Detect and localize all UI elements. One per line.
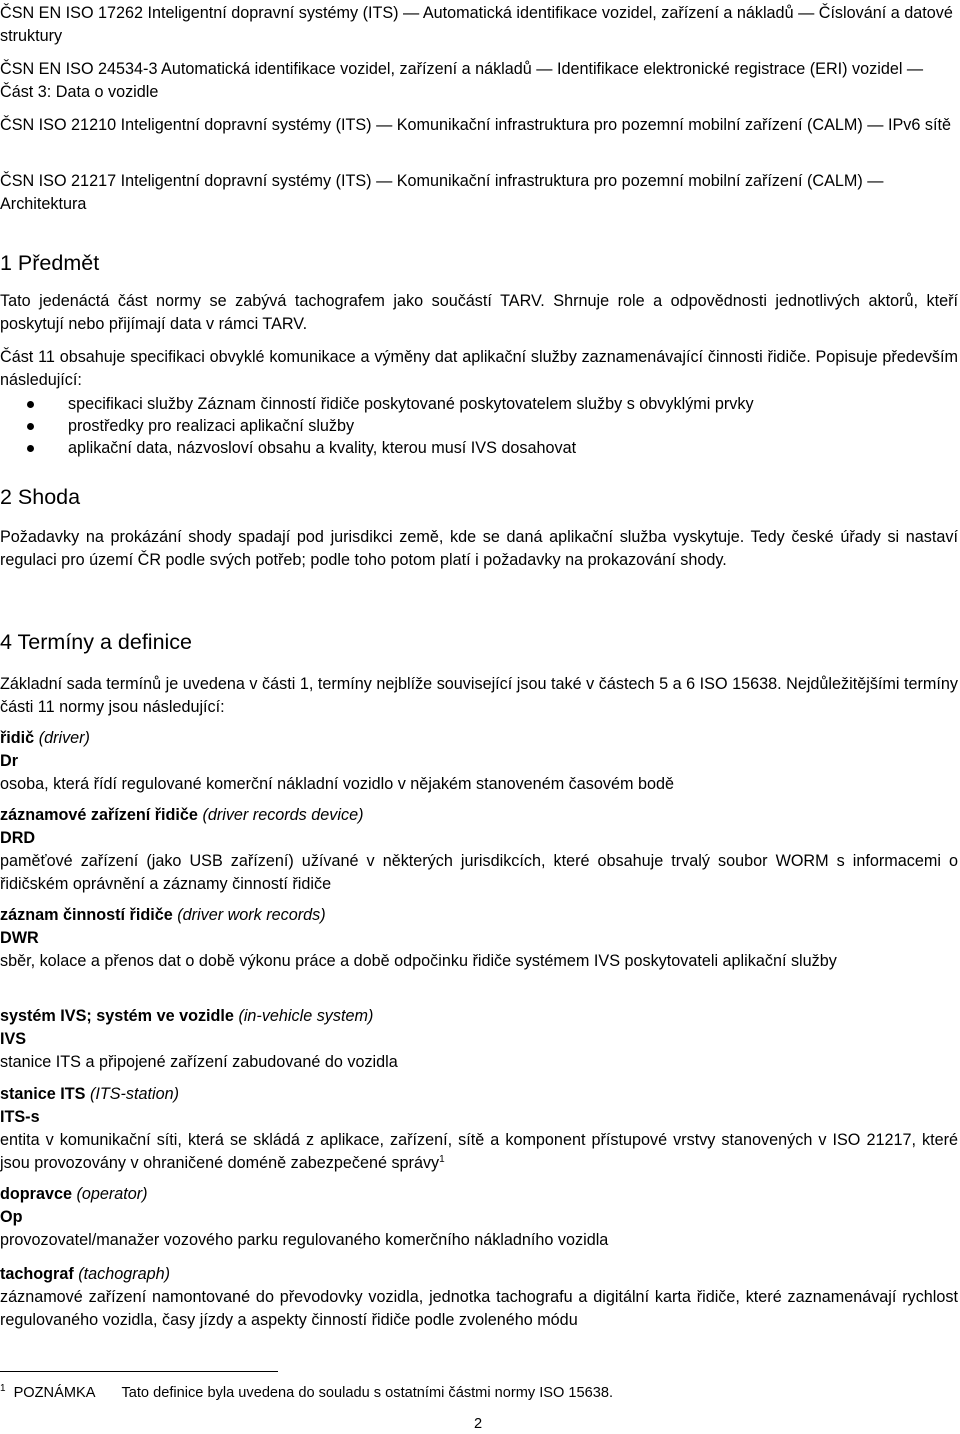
term-english: (tachograph) [78,1265,171,1283]
term-name: dopravce [0,1185,72,1203]
term-english: (driver work records) [177,906,326,924]
footnote-separator [0,1371,278,1372]
footnote [0,1383,613,1405]
section1-paragraph: Část 11 obsahuje specifikaci obvyklé komunikace a výměny dat aplikační služby zaznamenávající činnosti řidiče. Popisuje především následující: [0,348,958,389]
reference-item: ČSN ISO 21217 Inteligentní dopravní systémy (ITS) — Komunikační infrastruktura pro pozemní mobilní zařízení (CALM) — Architektura [0,172,884,213]
term-name: záznamové zařízení řidiče [0,806,198,824]
page-number: 2 [474,1416,483,1432]
term-abbreviation: IVS [0,1030,27,1048]
term-english: (operator) [76,1185,148,1203]
reference-item: ČSN ISO 21210 Inteligentní dopravní systémy (ITS) — Komunikační infrastruktura pro pozemní mobilní zařízení (CALM) — IPv6 sítě [0,116,951,134]
term-entry [0,1005,958,1074]
footnote-label: POZNÁMKA [13,1385,96,1401]
term-abbreviation: DRD [0,829,36,847]
section-heading-terminy: 4 Termíny a definice [0,630,193,654]
bullet-list [0,393,958,459]
term-definition: provozovatel/manažer vozového parku regulovaného komerčního nákladního vozidla [0,1231,609,1249]
section1-paragraph: Tato jedenáctá část normy se zabývá tachografem jako součástí TARV. Shrnuje role a odpovědnosti jednotlivých aktorů, kteří poskytují nebo přijímají data v rámci TARV. [0,292,958,333]
term-name: stanice ITS [0,1085,86,1103]
term-abbreviation: DWR [0,929,39,947]
term-entry [0,1263,958,1332]
reference-item: ČSN EN ISO 24534-3 Automatická identifikace vozidel, zařízení a nákladů — Identifikace elektronické registrace (ERI) vozidel — Část 3: Data o vozidle [0,60,924,101]
term-name: záznam činností řidiče [0,906,173,924]
term-entry [0,1083,958,1175]
term-english: (driver) [38,729,90,747]
bullet-icon [27,445,34,452]
term-english: (ITS-station) [89,1085,180,1103]
bullet-icon [27,423,34,430]
list-item: aplikační data, názvosloví obsahu a kvality, kterou musí IVS dosahovat [0,437,958,459]
term-entry [0,804,958,896]
term-name: řidič [0,729,35,747]
term-english: (driver records device) [202,806,364,824]
term-abbreviation: Dr [0,752,18,770]
footnote-reference[interactable]: 1 [439,1154,445,1165]
section-heading-shoda: 2 Shoda [0,485,81,509]
section2-paragraph: Požadavky na prokázání shody spadají pod jurisdikci země, kde se daná aplikační služba vyskytuje. Tedy české úřady si nastaví regulaci pro území ČR podle svých potřeb; podle toho potom platí i požadavky na prokazování shody. [0,528,958,569]
list-item: specifikaci služby Záznam činností řidiče poskytované poskytovatelem služby s obvyklými prvky [0,393,958,415]
term-english: (in-vehicle system) [238,1007,374,1025]
term-entry [0,727,958,796]
term-name: systém IVS; systém ve vozidle [0,1007,234,1025]
term-definition: záznamové zařízení namontované do převodovky vozidla, jednotka tachografu a digitální karta řidiče, které zaznamenávají rychlost regulovaného vozidla, časy jízdy a aspekty činností řidiče podle zvoleného módu [0,1288,958,1329]
reference-item: ČSN EN ISO 17262 Inteligentní dopravní systémy (ITS) — Automatická identifikace vozidel, zařízení a nákladů — Číslování a datové struktury [0,4,953,45]
footnote-number: 1 [0,1383,6,1394]
term-definition: paměťové zařízení (jako USB zařízení) užívané v některých jurisdikcích, které obsahuje trvalý soubor WORM s informacemi o řidičském oprávnění a záznamy činností řidiče [0,852,958,893]
section-heading-predmet: 1 Předmět [0,251,100,275]
term-entry [0,1183,958,1252]
term-definition: entita v komunikační síti, která se skládá z aplikace, zařízení, sítě a komponent přístupové vrstvy stanovených v ISO 21217, které jsou provozovány v ohraničené doméně zabezpečené správy$^1$ [0,1131,958,1172]
term-definition: sběr, kolace a přenos dat o době výkonu práce a době odpočinku řidiče systémem IVS poskytovateli aplikační služby [0,952,837,970]
list-item: prostředky pro realizaci aplikační služby [0,415,958,437]
term-name: tachograf [0,1265,74,1283]
term-abbreviation: ITS-s [0,1108,40,1126]
term-entry [0,904,958,973]
term-definition: osoba, která řídí regulované komerční nákladní vozidlo v nějakém stanoveném časovém bodě [0,775,674,793]
section4-intro: Základní sada termínů je uvedena v části 1, termíny nejblíže související jsou také v částech 5 a 6 ISO 15638. Nejdůležitějšími termíny části 11 normy jsou následující: [0,675,958,716]
bullet-icon [27,401,34,408]
term-definition: stanice ITS a připojené zařízení zabudované do vozidla [0,1053,398,1071]
term-abbreviation: Op [0,1208,23,1226]
footnote-text: Tato definice byla uvedena do souladu s ostatními částmi normy ISO 15638. [121,1385,614,1401]
